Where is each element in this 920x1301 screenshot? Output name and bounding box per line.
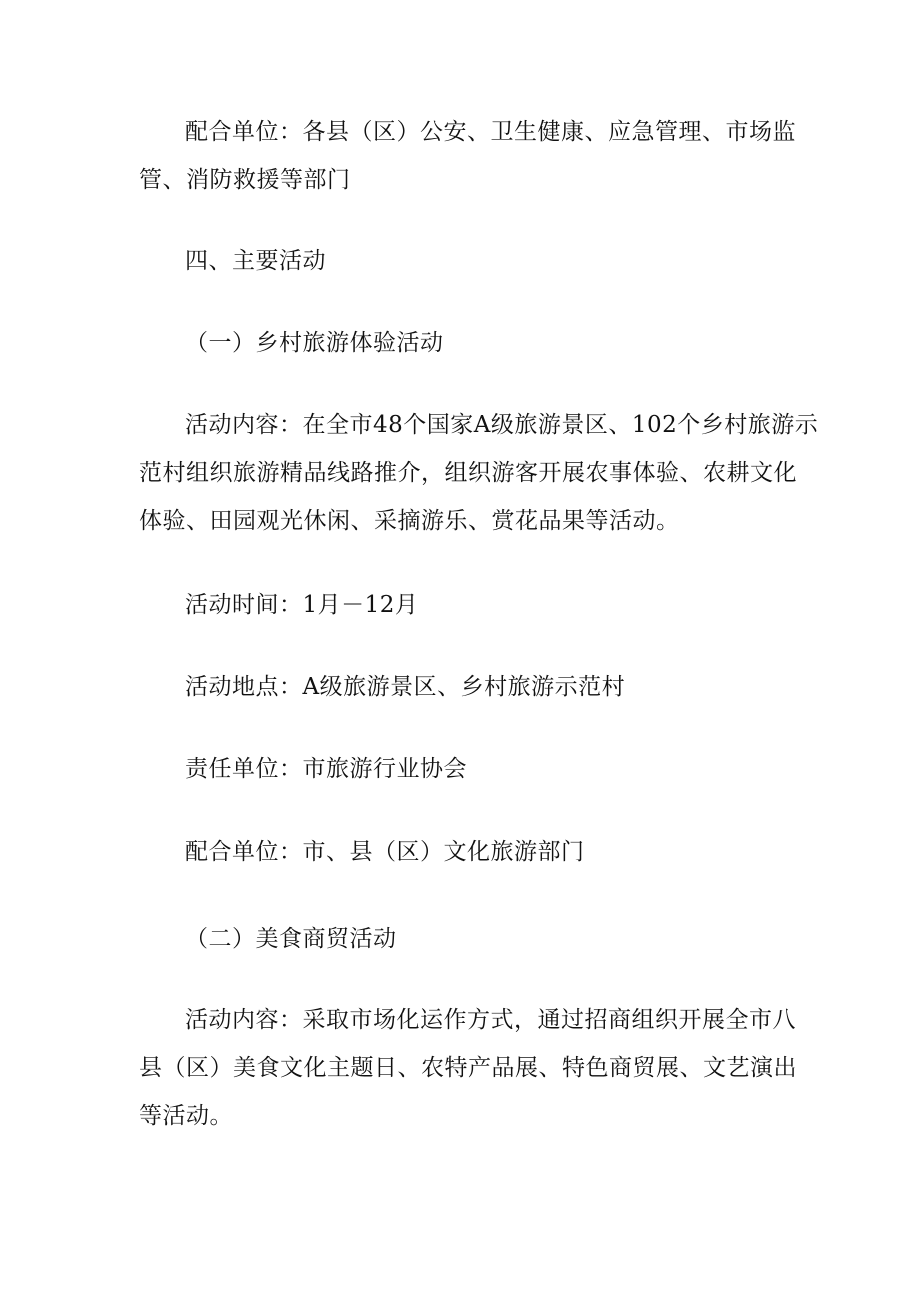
responsible-unit: 责任单位：市旅游行业协会 bbox=[185, 756, 467, 782]
cooperating-unit: 配合单位：市、县（区）文化旅游部门 bbox=[185, 839, 585, 865]
activity-place: 活动地点：A级旅游景区、乡村旅游示范村 bbox=[185, 674, 626, 700]
text-line: 范村组织旅游精品线路推介，组织游客开展农事体验、农耕文化 bbox=[139, 460, 797, 486]
section-heading: 四、主要活动 bbox=[185, 248, 326, 274]
text-line: 管、消防救援等部门 bbox=[139, 167, 351, 193]
text-line: 活动内容：在全市48个国家A级旅游景区、102个乡村旅游示 bbox=[185, 412, 819, 438]
text-line: 配合单位：各县（区）公安、卫生健康、应急管理、市场监 bbox=[185, 119, 796, 145]
text-line: 县（区）美食文化主题日、农特产品展、特色商贸展、文艺演出 bbox=[139, 1055, 797, 1081]
paragraph-cooperating-units-1 bbox=[139, 109, 799, 203]
paragraph-activity-content-2 bbox=[139, 997, 799, 1139]
subsection-heading-1: （一）乡村旅游体验活动 bbox=[185, 330, 444, 356]
subsection-heading-2: （二）美食商贸活动 bbox=[185, 926, 397, 952]
text-line: 活动内容：采取市场化运作方式，通过招商组织开展全市八 bbox=[185, 1007, 796, 1033]
activity-time: 活动时间：1月－12月 bbox=[185, 592, 419, 618]
text-line: 体验、田园观光休闲、采摘游乐、赏花品果等活动。 bbox=[139, 508, 680, 534]
text-line: 等活动。 bbox=[139, 1103, 233, 1129]
paragraph-activity-content-1 bbox=[139, 402, 819, 544]
